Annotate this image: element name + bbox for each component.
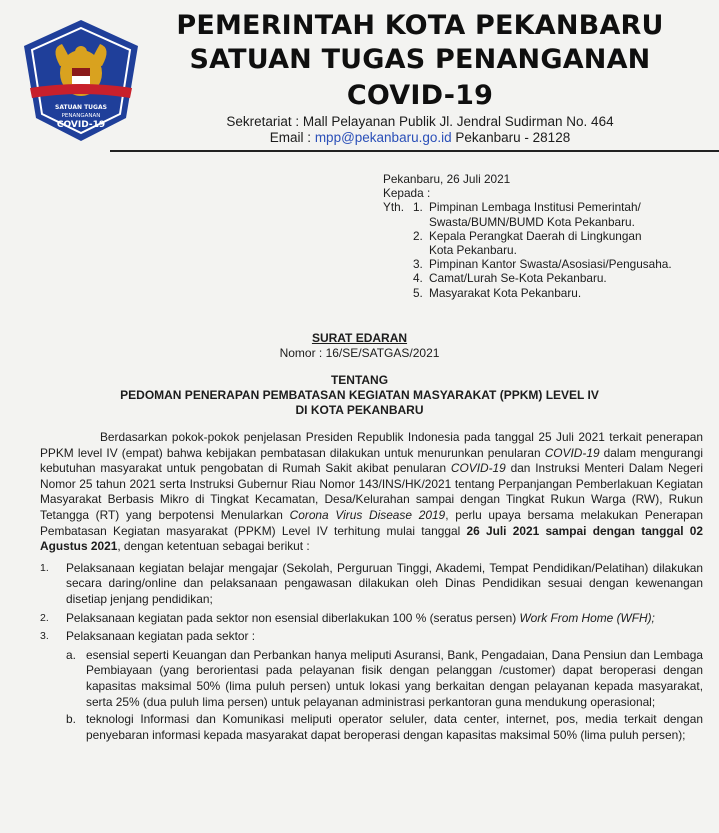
text-run: dan Instruksi Menteri Dalam Negeri Nomor 25 tahun 2021 serta Instruksi Gubernur Riau Nomor 143/INS/HK/2021 tentang Perpanjangan Pemberlakuan Kegiatan Masyarakat Berbasis Mikro di Tingkat Kecamatan, Desa/Kelurahan sampai dengan Tingkat Rukun Warga (RW), Rukun Tetangga (RT) yang berpotensi Menularkan <box>40 461 704 522</box>
recipient-block <box>383 172 713 300</box>
list-number: 2. <box>413 228 423 243</box>
list-number: 2. <box>40 611 49 624</box>
list-number: 1. <box>40 561 49 574</box>
subject-line2: DI KOTA PEKANBARU <box>295 403 424 417</box>
text-run-italic: COVID-19 <box>450 461 506 476</box>
sector-list <box>66 648 703 744</box>
list-text: esensial seperti Keuangan dan Perbankan hanya meliputi Asuransi, Bank, Pengadaian, Dana Pensiun dan Lembaga Pembiayaan (yang berorientasi pada pelayanan fisik dengan pelanggan /customer) dapat beroperasi dengan kapasitas maksimal 50% (lima puluh persen) untuk lokasi yang berkaitan dengan pelayanan kepada masyarakat, serta 25% (dua puluh lima persen) untuk pelayanan administrasi perkantoran guna mendukung operasional; <box>86 647 703 709</box>
subject-line1: PEDOMAN PENERAPAN PEMBATASAN KEGIATAN MASYARAKAT (PPKM) LEVEL IV <box>120 388 599 402</box>
logo-text-2: PENANGANAN <box>61 113 101 119</box>
list-item <box>40 629 703 743</box>
yth-label: Yth. <box>383 200 404 215</box>
list-text: Pelaksanaan kegiatan pada sektor : <box>66 629 256 644</box>
list-item <box>383 286 713 300</box>
provisions-list <box>40 561 703 744</box>
list-item <box>383 200 713 228</box>
logo-text-3: COVID-19 <box>56 120 106 130</box>
intro-paragraph <box>40 430 703 555</box>
letter-body <box>40 430 703 746</box>
email-link[interactable]: mpp@pekanbaru.go.id <box>314 130 452 145</box>
address-line: Sekretariat : Mall Pelayanan Publik Jl. Jendral Sudirman No. 464 <box>226 114 614 129</box>
letterhead <box>0 0 719 150</box>
list-number: 4. <box>413 271 423 286</box>
list-letter: a. <box>66 647 76 662</box>
recipient-list <box>383 200 713 299</box>
text-run-bold: 26 Juli 2021 sampai dengan tanggal 02 Agustus 2021 <box>40 523 703 554</box>
list-text: Pimpinan Kantor Swasta/Asosiasi/Pengusaha. <box>429 257 672 272</box>
header-divider <box>110 150 719 152</box>
list-text-italic: Work From Home (WFH); <box>519 610 655 625</box>
satgas-covid19-logo <box>22 18 140 143</box>
list-item <box>40 561 703 608</box>
text-run: Berdasarkan pokok-pokok penjelasan Presiden Republik Indonesia pada tanggal 25 Juli 2021 terkait penerapan PPKM level IV (empat) bahwa kebijakan pembatasan dilakukan untuk menurunkan penularan <box>40 430 703 460</box>
list-text: Masyarakat Kota Pekanbaru. <box>429 285 582 300</box>
list-number: 3. <box>413 257 423 272</box>
list-item <box>383 271 713 285</box>
email-line <box>130 130 710 145</box>
list-item <box>66 648 703 710</box>
org-name-line3: COVID-19 <box>346 80 494 111</box>
letter-date: Pekanbaru, 26 Juli 2021 <box>383 172 511 186</box>
list-number: 1. <box>413 200 423 215</box>
letter-title: SURAT EDARAN <box>311 331 408 345</box>
text-run: , perlu upaya bersama melakukan Penerapan Pembatasan Kegiatan masyarakat (PPKM) Level IV terhitung mulai tanggal <box>40 507 703 538</box>
city-postcode: Pekanbaru - 28128 <box>455 130 571 145</box>
list-item <box>40 611 703 627</box>
list-item <box>383 229 713 257</box>
list-item <box>383 257 713 271</box>
to-label: Kepada : <box>383 186 431 201</box>
list-text: Pelaksanaan kegiatan belajar mengajar (Sekolah, Perguruan Tinggi, Akademi, Tempat Pendidikan/Pelatihan) dilakukan secara daring/online dan pelaksanaan pengawasan dilakukan oleh Dinas Pendidikan sesuai dengan kewenangan disetiap jenjang pendidikan; <box>66 560 703 606</box>
email-label: Email : <box>269 130 312 145</box>
list-text: Pimpinan Lembaga Institusi Pemerintah/ <box>429 200 641 215</box>
list-text: Pelaksanaan kegiatan pada sektor non esensial diberlakukan 100 % (seratus persen) <box>66 610 520 625</box>
list-text: Camat/Lurah Se-Kota Pekanbaru. <box>429 271 607 286</box>
list-text: Kota Pekanbaru. <box>429 243 517 258</box>
list-text: teknologi Informasi dan Komunikasi meliputi operator seluler, data center, internet, pos, media terkait dengan penyebaran informasi kepada masyarakat dapat beroperasi dengan kapasitas maksimal 50% (lima puluh persen); <box>86 712 703 742</box>
text-run: dalam mengurangi kebutuhan masyarakat untuk pengobatan di Rumah Sakit akibat penularan <box>40 445 703 476</box>
text-run-italic: Corona Virus Disease 2019 <box>289 507 446 522</box>
about-label: TENTANG <box>330 373 389 387</box>
list-letter: b. <box>66 712 76 727</box>
logo-text-1: SATUAN TUGAS <box>55 104 107 111</box>
list-item <box>66 712 703 743</box>
list-number: 5. <box>413 285 423 300</box>
org-name-line2: SATUAN TUGAS PENANGANAN <box>189 44 651 75</box>
list-text: Kepala Perangkat Daerah di Lingkungan <box>429 228 642 243</box>
text-run-italic: COVID-19 <box>544 445 600 460</box>
org-name-line1: PEMERINTAH KOTA PEKANBARU <box>176 10 664 41</box>
text-run: , dengan ketentuan sebagai berikut : <box>117 539 310 554</box>
list-number: 3. <box>40 630 49 643</box>
letter-number: Nomor : 16/SE/SATGAS/2021 <box>279 346 440 360</box>
list-text: Swasta/BUMN/BUMD Kota Pekanbaru. <box>429 214 635 229</box>
